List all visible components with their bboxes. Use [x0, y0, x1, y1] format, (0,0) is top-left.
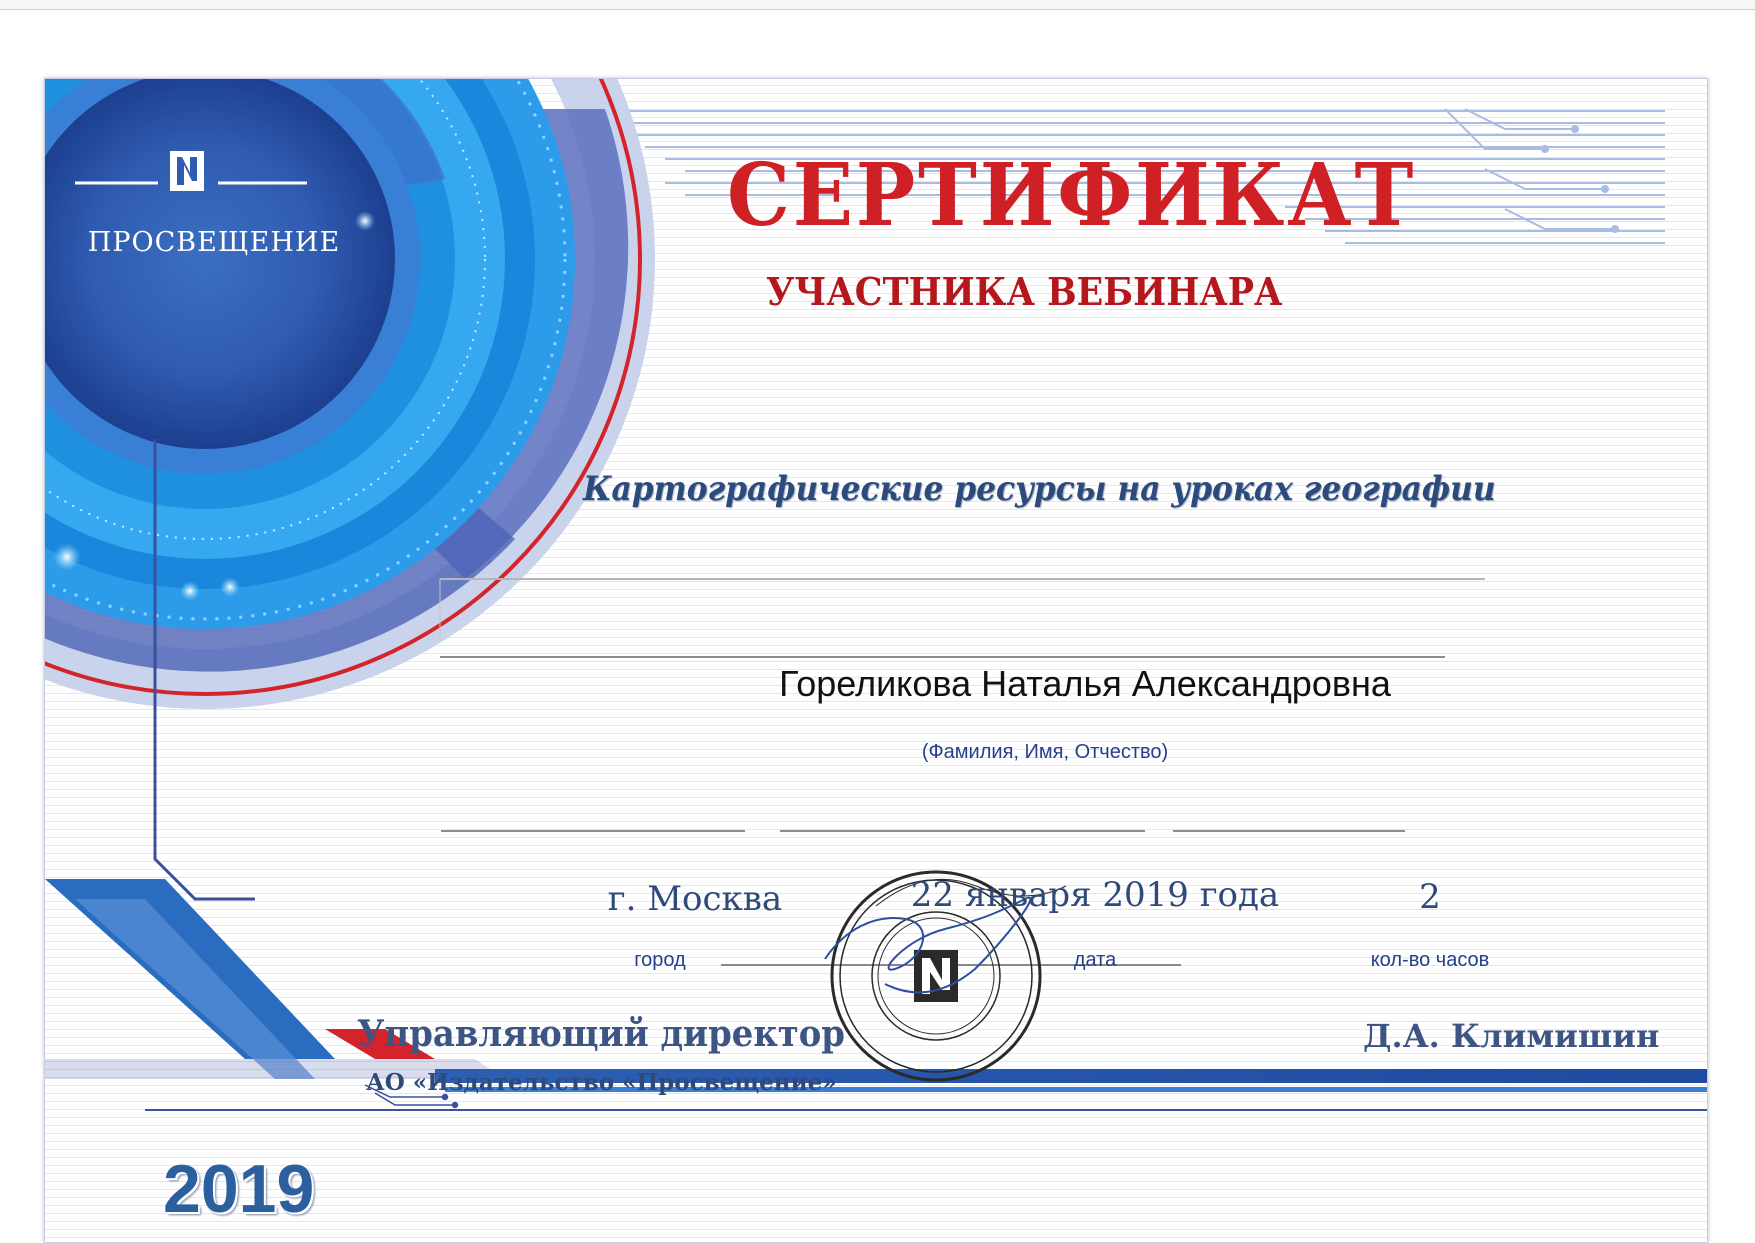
signer-name: Д.А. Климишин — [1363, 1017, 1660, 1055]
certificate-page — [44, 78, 1708, 1243]
participant-name-caption: (Фамилия, Имя, Отчество) — [921, 741, 1169, 763]
viewer-top-bar — [0, 0, 1755, 10]
participant-name: Гореликова Наталья Александровна — [779, 663, 1391, 704]
director-position: Управляющий директор — [357, 1013, 845, 1055]
date-value: 22 января 2019 года — [910, 875, 1280, 915]
logo-text: ПРОСВЕЩЕНИЕ — [87, 227, 341, 258]
city-value: г. Москва — [607, 879, 783, 919]
hours-value: 2 — [1419, 877, 1441, 917]
prosveshchenie-logo-icon — [170, 151, 204, 191]
company-name: АО «Издательство «Просвещение» — [366, 1069, 837, 1096]
certificate-subtitle: УЧАСТНИКА ВЕБИНАРА — [766, 269, 1283, 314]
certificate-title: СЕРТИФИКАТ — [727, 145, 1417, 246]
hours-caption: кол-во часов — [1370, 949, 1490, 971]
webinar-topic: Картографические ресурсы на уроках географии — [583, 469, 1496, 509]
city-caption: город — [634, 949, 686, 971]
date-caption: дата — [1073, 949, 1117, 971]
certificate-year: 2019 — [163, 1151, 315, 1227]
